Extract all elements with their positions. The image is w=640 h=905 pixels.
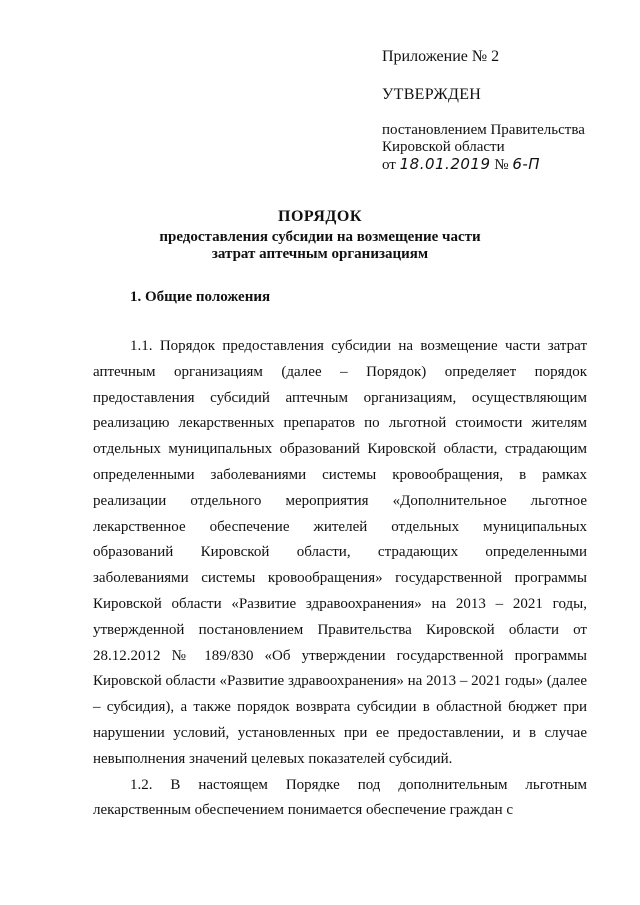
decree-date: 18.01.2019 xyxy=(399,155,491,173)
section-heading: 1. Общие положения xyxy=(130,289,271,305)
decree-prefix: от xyxy=(382,157,396,173)
document-subtitle-line-1: предоставления субсидии на возмещение части xyxy=(159,229,481,245)
appendix-number: Приложение № 2 xyxy=(382,48,500,65)
decree-line-3 xyxy=(382,156,612,174)
document-body xyxy=(93,334,587,824)
decree-line-1: постановлением Правительства xyxy=(382,122,585,138)
approval-stamp-text: УТВЕРЖДЕН xyxy=(382,86,482,103)
decree-number-sign: № xyxy=(494,157,509,173)
paragraph-1-1: 1.1. Порядок предоставления субсидии на возмещение части затрат аптечным организациям (далее – Порядок) определяет порядок предоставления субсидий аптечным организациям, осуществляющим реализацию лекарственных препаратов по льготной стоимости жителям отдельных муниципальных образований Кировской области, страдающим определенными заболеваниями системы кровообращения, в рамках реализации отдельного мероприятия «Дополнительное льготное лекарственное обеспечение жителей отдельных муниципальных образований Кировской области, страдающих определенными заболеваниями системы кровообращения» государственной программы Кировской области «Развитие здравоохранения» на 2013 – 2021 годы, утвержденной постановлением Правительства Кировской области от 28.12.2012 № 189/830 «Об утверждении государственной программы Кировской области «Развитие здравоохранения» на 2013 – 2021 годы» (далее – субсидия), а также порядок возврата субсидии в областной бюджет при нарушении условий, установленных при ее предоставлении, и в случае невыполнения значений целевых показателей субсидий. xyxy=(93,338,587,767)
decree-line-2: Кировской области xyxy=(382,139,505,155)
document-title: ПОРЯДОК xyxy=(278,208,362,225)
decree-number: 6-П xyxy=(512,155,541,173)
document-subtitle-line-2: затрат аптечным организациям xyxy=(211,246,429,262)
paragraph-1-2: 1.2. В настоящем Порядке под дополнительным льготным лекарственным обеспечением понимается обеспечение граждан с xyxy=(93,776,587,819)
decree-reference xyxy=(382,122,612,174)
